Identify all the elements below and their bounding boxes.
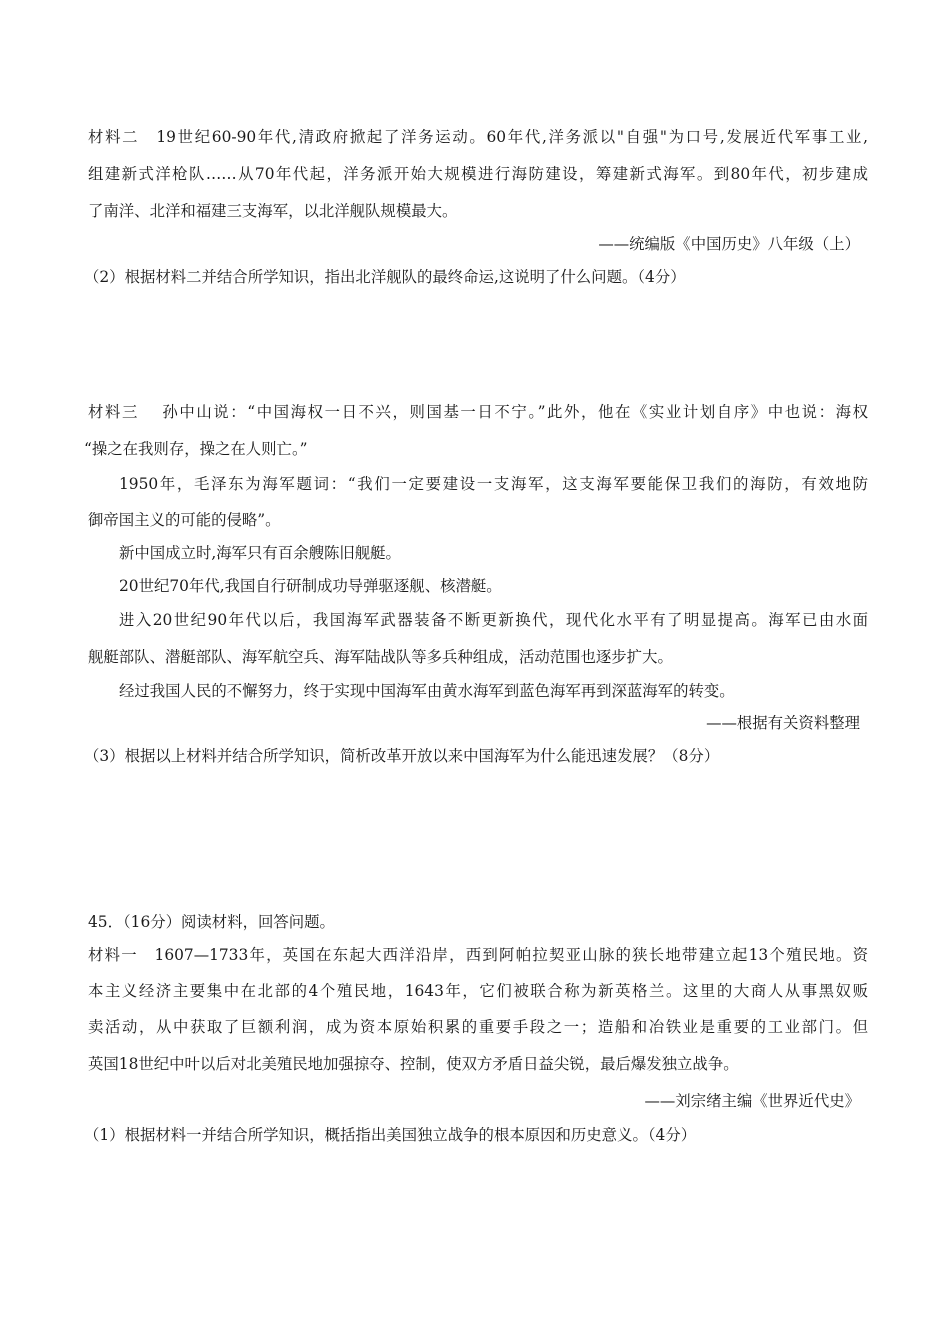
q45-material1-line-2: 本主义经济主要集中在北部的4个殖民地，1643年，它们被联合称为新英格兰。这里的大商人从事黑奴贩	[88, 982, 868, 1000]
material3-source: ——根据有关资料整理	[706, 714, 860, 732]
material3-line-1: 材料三 孙中山说：“中国海权一日不兴，则国基一日不宁。”此外，他在《实业计划自序》中也说：海权	[88, 403, 868, 421]
question-45-1: （1）根据材料一并结合所学知识，概括指出美国独立战争的根本原因和历史意义。（4分）	[84, 1126, 697, 1144]
material2-line-2: 组建新式洋枪队……从70年代起，洋务派开始大规模进行海防建设，筹建新式海军。到80年代，初步建成	[88, 165, 868, 183]
q45-material1-line-1: 材料一 1607—1733年，英国在东起大西洋沿岸，西到阿帕拉契亚山脉的狭长地带建立起13个殖民地。资	[88, 946, 868, 964]
material3-line-6: 20世纪70年代,我国自行研制成功导弹驱逐舰、核潜艇。	[119, 577, 502, 595]
question-2: （2）根据材料二并结合所学知识，指出北洋舰队的最终命运,这说明了什么问题。（4分）	[84, 268, 686, 286]
q45-material1-line-4: 英国18世纪中叶以后对北美殖民地加强掠夺、控制，使双方矛盾日益尖锐，最后爆发独立战争。	[88, 1055, 739, 1073]
material3-line-3: 1950年，毛泽东为海军题词：“我们一定要建设一支海军，这支海军要能保卫我们的海防，有效地防	[119, 475, 868, 493]
q45-material1-line-3: 卖活动，从中获取了巨额利润，成为资本原始积累的重要手段之一；造船和冶铁业是重要的工业部门。但	[88, 1018, 868, 1036]
question-3: （3）根据以上材料并结合所学知识，简析改革开放以来中国海军为什么能迅速发展？（8分）	[84, 747, 720, 765]
q45-material1-source: ——刘宗绪主编《世界近代史》	[644, 1092, 860, 1110]
material2-source: ——统编版《中国历史》八年级（上）	[598, 235, 860, 253]
material3-line-7: 进入20世纪90年代以后，我国海军武器装备不断更新换代，现代化水平有了明显提高。海军已由水面	[119, 611, 868, 629]
material3-line-4: 御帝国主义的可能的侵略”。	[88, 511, 281, 529]
material3-line-2: “操之在我则存，操之在人则亡。”	[84, 440, 308, 458]
material3-line-8: 舰艇部队、潜艇部队、海军航空兵、海军陆战队等多兵种组成，活动范围也逐步扩大。	[88, 648, 673, 666]
question-45-heading: 45．（16分）阅读材料，回答问题。	[88, 913, 335, 931]
material3-line-5: 新中国成立时,海军只有百余艘陈旧舰艇。	[119, 544, 401, 562]
material2-line-1: 材料二 19世纪60-90年代,清政府掀起了洋务运动。60年代,洋务派以"自强"为口号,发展近代军事工业,	[88, 128, 868, 146]
material3-line-9: 经过我国人民的不懈努力，终于实现中国海军由黄水海军到蓝色海军再到深蓝海军的转变。	[119, 682, 735, 700]
material2-line-3: 了南洋、北洋和福建三支海军，以北洋舰队规模最大。	[88, 202, 458, 220]
